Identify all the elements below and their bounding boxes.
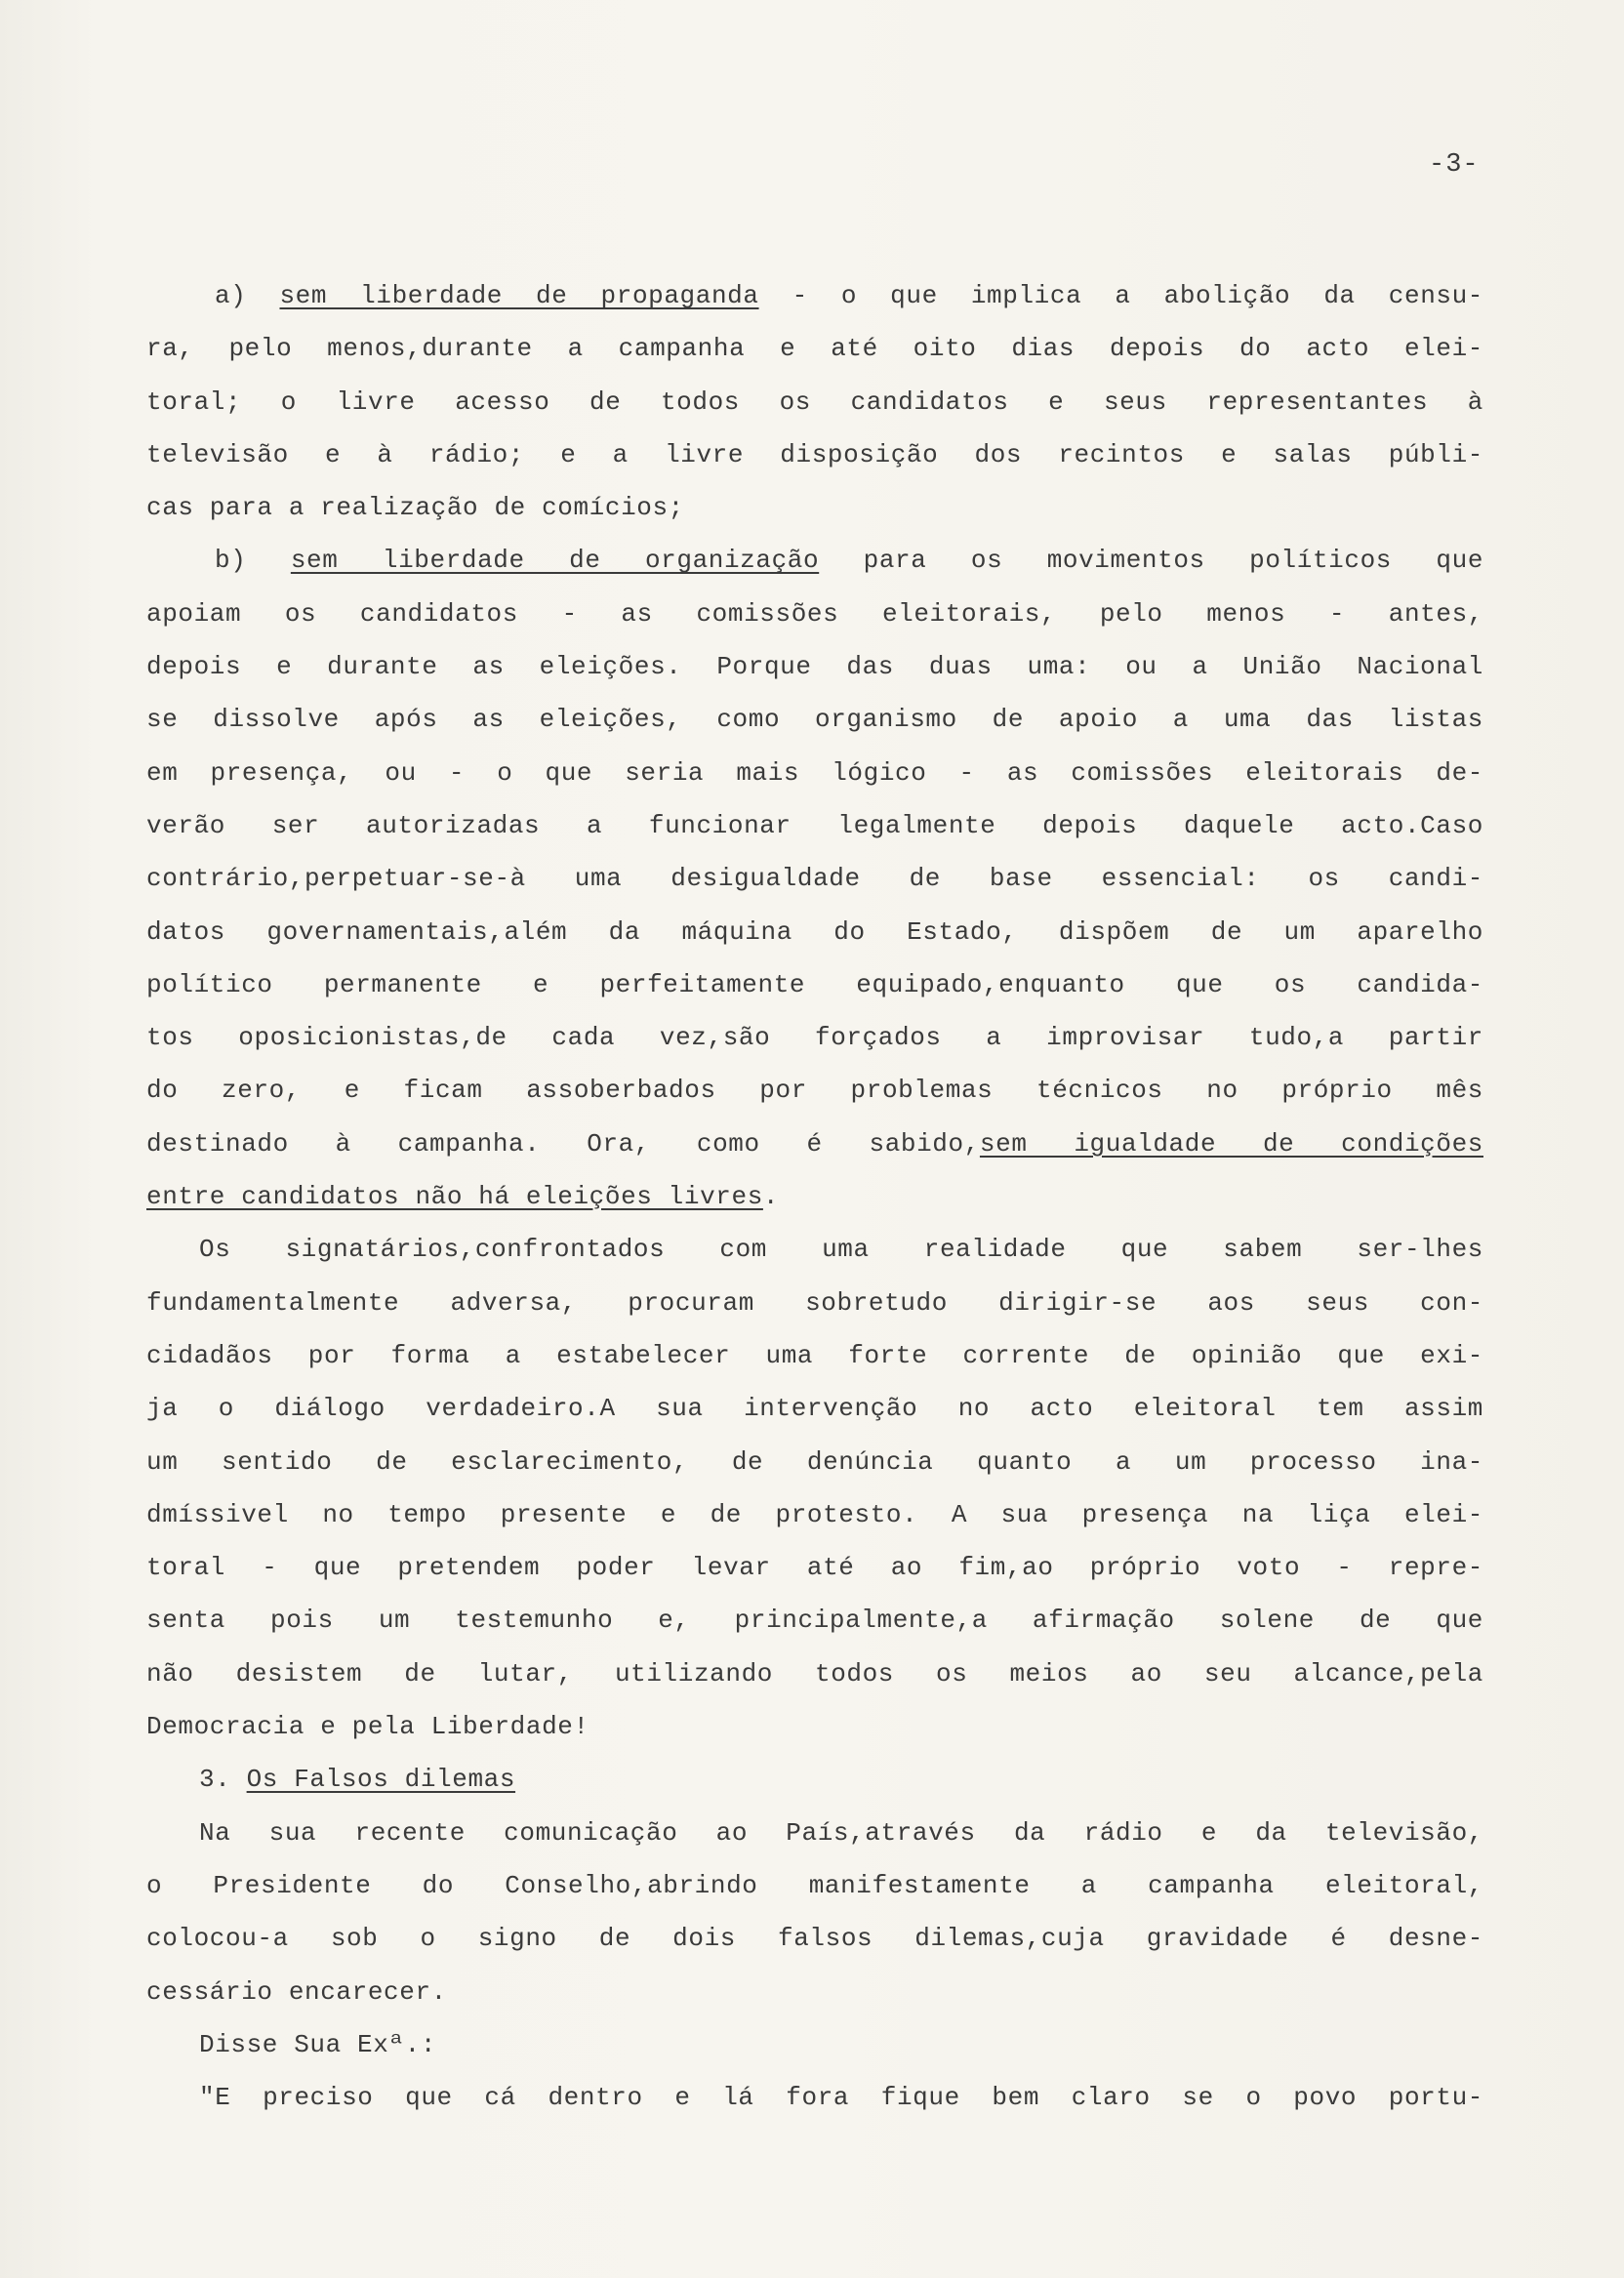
document-body xyxy=(146,269,1483,2124)
paragraph-line: toral - que pretendem poder levar até ao fim,ao próprio voto - repre- xyxy=(146,1553,1483,1583)
item-b-heading: sem liberdade de organização xyxy=(290,546,820,576)
item-a-line: toral; o livre acesso de todos os candidatos e seus representantes à xyxy=(146,386,1483,417)
item-b-line: tos oposicionistas,de cada vez,são forçados a improvisar tudo,a partir xyxy=(146,1023,1483,1053)
item-b-text: . xyxy=(762,1182,780,1212)
item-b-emphasis: sem igualdade de condições xyxy=(979,1128,1483,1159)
page-number: -3- xyxy=(1429,150,1480,180)
item-b-line xyxy=(146,1170,1483,1223)
paragraph-line: Na sua recente comunicação ao País,através da rádio e da televisão, xyxy=(199,1817,1483,1848)
paragraph-line: Os signatários,confrontados com uma realidade que sabem ser-lhes xyxy=(199,1235,1483,1265)
item-a-first-line xyxy=(146,269,1483,322)
section-title: Os Falsos dilemas xyxy=(246,1765,516,1795)
item-a-text: - o que implica a abolição da censu- xyxy=(758,281,1484,310)
paragraph-line: cidadãos por forma a estabelecer uma forte corrente de opinião que exi- xyxy=(146,1340,1483,1370)
item-b-text: destinado à campanha. Ora, como é sabido, xyxy=(146,1128,980,1159)
paragraph-line: ja o diálogo verdadeiro.A sua intervenção no acto eleitoral tem assim xyxy=(146,1394,1483,1424)
item-b-marker: b) xyxy=(215,546,247,576)
paragraph-line: senta pois um testemunho e, principalmente,a afirmação solene de que xyxy=(146,1606,1483,1636)
item-b-line: em presença, ou - o que seria mais lógico - as comissões eleitorais de- xyxy=(146,757,1483,788)
item-b-line: contrário,perpetuar-se-à uma desigualdade de base essencial: os candi- xyxy=(146,864,1483,894)
item-a-line: cas para a realização de comícios; xyxy=(146,493,684,523)
item-b-line: apoiam os candidatos - as comissões eleitorais, pelo menos - antes, xyxy=(146,598,1483,629)
item-b-line: do zero, e ficam assoberbados por problemas técnicos no próprio mês xyxy=(146,1076,1483,1106)
paragraph-line: um sentido de esclarecimento, de denúncia quanto a um processo ina- xyxy=(146,1446,1483,1477)
item-a-line: televisão e à rádio; e a livre disposição dos recintos e salas públi- xyxy=(146,439,1483,469)
item-b-line: verão ser autorizadas a funcionar legalmente depois daquele acto.Caso xyxy=(146,810,1483,840)
item-a-heading: sem liberdade de propaganda xyxy=(279,281,759,310)
item-b-first-line xyxy=(146,534,1483,587)
item-b-line xyxy=(146,1118,1483,1170)
paragraph-line: fundamentalmente adversa, procuram sobretudo dirigir-se aos seus con- xyxy=(146,1287,1483,1318)
section-heading xyxy=(146,1753,1483,1806)
paragraph-line: cessário encarecer. xyxy=(146,1976,447,2007)
paragraph-line: colocou-a sob o signo de dois falsos dilemas,cuja gravidade é desne- xyxy=(146,1924,1483,1954)
item-b-line: datos governamentais,além da máquina do Estado, dispõem de um aparelho xyxy=(146,916,1483,947)
section-number: 3. xyxy=(199,1765,231,1795)
item-a-marker: a) xyxy=(215,281,247,310)
quote-intro: Disse Sua Exª.: xyxy=(199,2029,437,2059)
item-b-line: político permanente e perfeitamente equipado,enquanto que os candida- xyxy=(146,969,1483,999)
item-a-line: ra, pelo menos,durante a campanha e até oito dias depois do acto elei- xyxy=(146,334,1483,364)
paragraph-line: não desistem de lutar, utilizando todos os meios ao seu alcance,pela xyxy=(146,1658,1483,1688)
item-b-text: para os movimentos políticos que xyxy=(819,546,1484,576)
paragraph-line: Democracia e pela Liberdade! xyxy=(146,1712,589,1742)
item-b-line: depois e durante as eleições. Porque das duas uma: ou a União Nacional xyxy=(146,652,1483,682)
paragraph-line: o Presidente do Conselho,abrindo manifestamente a campanha eleitoral, xyxy=(146,1870,1483,1900)
item-b-line: se dissolve após as eleições, como organismo de apoio a uma das listas xyxy=(146,705,1483,735)
quote-line: "E preciso que cá dentro e lá fora fique bem claro se o povo portu- xyxy=(199,2083,1483,2113)
paragraph-line: dmíssivel no tempo presente e de protesto. A sua presença na liça elei- xyxy=(146,1499,1483,1529)
item-b-emphasis: entre candidatos não há eleições livres xyxy=(146,1182,763,1212)
